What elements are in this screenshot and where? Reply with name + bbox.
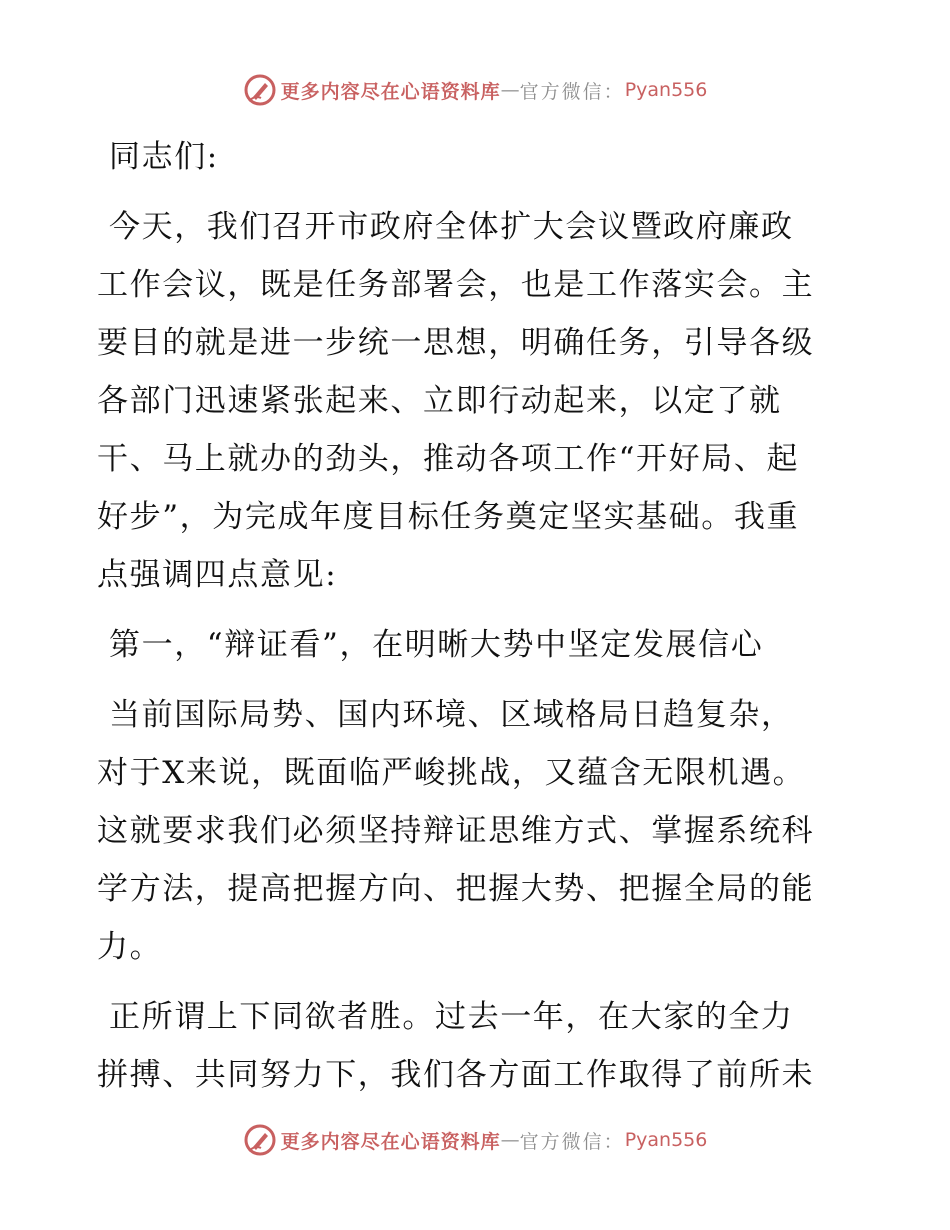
watermark-wechat-id: Pyan556	[624, 1129, 708, 1151]
pen-nib-circle-icon	[243, 1123, 277, 1157]
text-line: 工作会议，既是任务部署会，也是工作落实会。主	[97, 267, 815, 303]
salutation-text: 同志们:	[109, 139, 219, 175]
watermark-separator: —	[500, 1129, 520, 1151]
paragraph-opening	[97, 198, 857, 604]
salutation	[97, 128, 857, 186]
text-line: 好步”，为完成年度目标任务奠定坚实基础。我重	[97, 499, 800, 535]
text-line: 力。	[97, 929, 163, 965]
watermark-header	[0, 70, 950, 110]
text-line: 今天，我们召开市政府全体扩大会议暨政府廉政	[109, 209, 794, 245]
watermark-wechat-id: Pyan556	[624, 79, 708, 101]
text-line: 点强调四点意见:	[97, 557, 338, 593]
text-line: 干、马上就办的劲头，推动各项工作“开好局、起	[97, 441, 800, 477]
paragraph-review	[97, 988, 857, 1104]
paragraph-situation	[97, 686, 857, 976]
watermark-official-label: 官方微信：	[519, 80, 625, 103]
text-line: 对于X来说，既面临严峻挑战，又蕴含无限机遇。	[97, 755, 806, 791]
text-line: 这就要求我们必须坚持辩证思维方式、掌握系统科	[97, 813, 815, 849]
watermark-separator: —	[500, 79, 520, 101]
text-line: 拼搏、共同努力下，我们各方面工作取得了前所未	[97, 1057, 815, 1093]
section-heading-text: 第一，“辩证看”，在明晰大势中坚定发展信心	[109, 627, 764, 663]
pen-nib-circle-icon	[243, 73, 277, 107]
watermark-brand: 更多内容尽在心语资料库	[280, 80, 501, 103]
text-line: 当前国际局势、国内环境、区域格局日趋复杂，	[109, 697, 794, 733]
text-line: 学方法，提高把握方向、把握大势、把握全局的能	[97, 871, 815, 907]
watermark-footer	[0, 1120, 950, 1160]
text-line: 正所谓上下同欲者胜。过去一年，在大家的全力	[109, 999, 794, 1035]
watermark-brand: 更多内容尽在心语资料库	[280, 1130, 501, 1153]
section-heading	[97, 616, 857, 674]
document-body	[97, 128, 857, 1104]
watermark-official-label: 官方微信：	[519, 1130, 625, 1153]
text-line: 要目的就是进一步统一思想，明确任务，引导各级	[97, 325, 815, 361]
text-line: 各部门迅速紧张起来、立即行动起来，以定了就	[97, 383, 782, 419]
